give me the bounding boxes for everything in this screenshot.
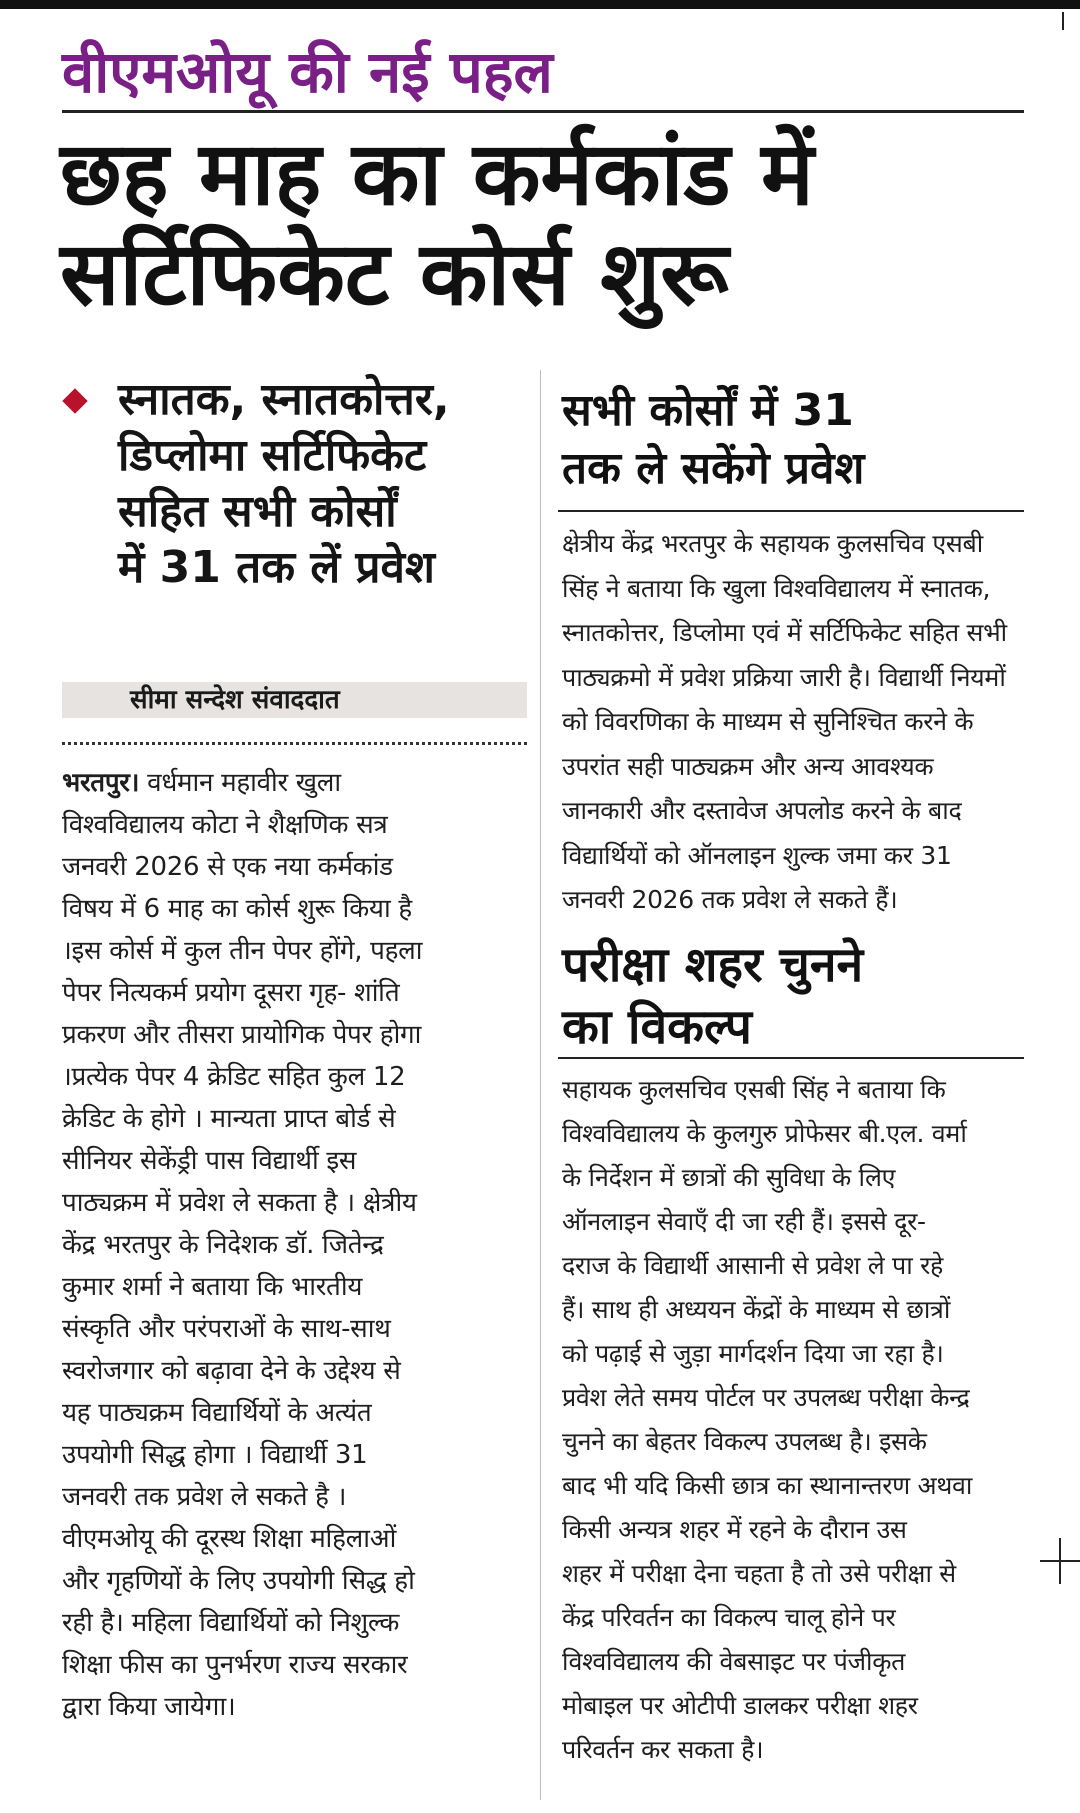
byline: सीमा सन्देश संवाददात (130, 685, 340, 715)
article-line: क्रेडिट के होगे । मान्यता प्राप्त बोर्ड से (62, 1104, 396, 1134)
subdeck-line: डिप्लोमा सर्टिफिकेट (118, 430, 427, 481)
article-line: पेपर नित्यकर्म प्रयोग दूसरा गृह- शांति (62, 978, 400, 1008)
article-line: के निर्देशन में छात्रों की सुविधा के लिए (562, 1163, 896, 1192)
article-line: को विवरणिका के माध्यम से सुनिश्चित करने के (562, 707, 974, 736)
article-line: विश्वविद्यालय की वेबसाइट पर पंजीकृत (562, 1647, 906, 1676)
top-border (0, 0, 1080, 9)
article-line: और गृहणियों के लिए उपयोगी सिद्ध हो (62, 1566, 415, 1596)
article-line: किसी अन्यत्र शहर में रहने के दौरान उस (562, 1515, 907, 1544)
article-line: संस्कृति और परंपराओं के साथ-साथ (62, 1314, 391, 1344)
exam-city-section-body (562, 1068, 1032, 1772)
section-heading-exam-city (562, 934, 1032, 1058)
article-line: क्षेत्रीय केंद्र भरतपुर के सहायक कुलसचिव एसबी (562, 529, 983, 558)
article-line: स्नातकोत्तर, डिप्लोमा एवं में सर्टिफिकेट सहित सभी (562, 618, 1007, 647)
crop-mark-top (1062, 12, 1064, 30)
subdeck-line: सहित सभी कोर्सों (118, 486, 397, 537)
article-line: रही है। महिला विद्यार्थियों को निशुल्क (62, 1608, 400, 1638)
headline-line-2: सर्टिफिकेट कोर्स शुरू (60, 222, 729, 325)
article-line: जानकारी और दस्तावेज अपलोड करने के बाद (562, 796, 962, 825)
article-line: पाठ्यक्रमो में प्रवेश प्रक्रिया जारी है। विद्यार्थी नियमों (562, 662, 1006, 692)
kicker-rule (62, 110, 1024, 113)
article-line: कुमार शर्मा ने बताया कि भारतीय (62, 1272, 363, 1302)
article-line: सहायक कुलसचिव एसबी सिंह ने बताया कि (562, 1075, 946, 1104)
article-line: सिंह ने बताया कि खुला विश्वविद्यालय में स्नातक, (562, 573, 991, 603)
admission-section-body (562, 522, 1032, 923)
kicker-title: वीएमओयू की नई पहल (62, 38, 553, 106)
article-line: यह पाठ्यक्रम विद्यार्थियों के अत्यंत (62, 1398, 372, 1428)
article-line: ।इस कोर्स में कुल तीन पेपर होंगे, पहला (62, 936, 423, 966)
article-line: शिक्षा फीस का पुनर्भरण राज्य सरकार (62, 1650, 408, 1680)
headline (60, 124, 1040, 324)
subdeck (118, 372, 538, 596)
diamond-bullet-icon (62, 388, 87, 413)
article-line: वीएमओयू की दूरस्थ शिक्षा महिलाओं (62, 1524, 397, 1554)
article-line: मोबाइल पर ओटीपी डालकर परीक्षा शहर (562, 1691, 918, 1720)
column-divider (540, 370, 541, 1800)
article-line: स्वरोजगार को बढ़ावा देने के उद्देश्य से (62, 1356, 401, 1386)
article-line: विश्वविद्यालय के कुलगुरु प्रोफेसर बी.एल. वर्मा (562, 1119, 967, 1148)
article-line: शहर में परीक्षा देना चहता है तो उसे परीक्षा से (562, 1559, 956, 1588)
article-line: विद्यार्थियों को ऑनलाइन शुल्क जमा कर 31 (562, 840, 952, 870)
article-line: उपयोगी सिद्ध होगा । विद्यार्थी 31 (62, 1440, 368, 1470)
article-line: विश्वविद्यालय कोटा ने शैक्षणिक सत्र (62, 810, 388, 840)
article-line: सीनियर सेकेंड्री पास विद्यार्थी इस (62, 1146, 357, 1176)
article-line: को पढ़ाई से जुड़ा मार्गदर्शन दिया जा रहा है। (562, 1339, 944, 1368)
article-line: दराज के विद्यार्थी आसानी से प्रवेश ले पा रहे (562, 1251, 943, 1280)
article-line-rest: वर्धमान महावीर खुला (139, 768, 341, 798)
section-heading-line: का विकल्प (562, 999, 752, 1055)
article-line: केंद्र भरतपुर के निदेशक डॉ. जितेन्द्र (62, 1230, 384, 1260)
section-heading-admission (562, 382, 1032, 498)
dotted-divider (62, 742, 527, 745)
article-line: जनवरी 2026 तक प्रवेश ले सकते हैं। (562, 885, 898, 914)
section-heading-line: सभी कोर्सों में 31 (562, 385, 854, 436)
left-article-body (62, 762, 532, 1728)
article-line: हैं। साथ ही अध्ययन केंद्रों के माध्यम से छात्रों (562, 1295, 951, 1324)
article-line: प्रकरण और तीसरा प्रायोगिक पेपर होगा (62, 1020, 422, 1050)
section-rule (558, 510, 1024, 512)
section-heading-line: तक ले सकेंगे प्रवेश (562, 443, 865, 494)
article-line: केंद्र परिवर्तन का विकल्प चालू होने पर (562, 1603, 896, 1632)
article-line (62, 762, 532, 804)
crop-mark-cross-vertical (1059, 1538, 1061, 1584)
article-line: प्रवेश लेते समय पोर्टल पर उपलब्ध परीक्षा केन्द्र (562, 1383, 970, 1412)
article-line: विषय में 6 माह का कोर्स शुरू किया है (62, 894, 412, 924)
section-heading-line: परीक्षा शहर चुनने (562, 937, 864, 993)
section-rule (558, 1057, 1024, 1059)
article-line: जनवरी तक प्रवेश ले सकते है । (62, 1482, 347, 1512)
article-line: द्वारा किया जायेगा। (62, 1692, 236, 1722)
article-line: ।प्रत्येक पेपर 4 क्रेडिट सहित कुल 12 (62, 1062, 406, 1092)
article-line: चुनने का बेहतर विकल्प उपलब्ध है। इसके (562, 1427, 927, 1456)
subdeck-line: स्नातक, स्नातकोत्तर, (118, 374, 450, 425)
dateline: भरतपुर। (62, 768, 140, 798)
article-line: उपरांत सही पाठ्यक्रम और अन्य आवश्यक (562, 751, 934, 781)
article-line: बाद भी यदि किसी छात्र का स्थानान्तरण अथवा (562, 1471, 973, 1500)
article-line: जनवरी 2026 से एक नया कर्मकांड (62, 852, 393, 882)
subdeck-line: में 31 तक लें प्रवेश (118, 542, 435, 593)
article-line: परिवर्तन कर सकता है। (562, 1735, 764, 1764)
article-line: ऑनलाइन सेवाएँ दी जा रही हैं। इससे दूर- (562, 1207, 926, 1236)
article-line: पाठ्यक्रम में प्रवेश ले सकता है । क्षेत्रीय (62, 1188, 417, 1218)
headline-line-1: छह माह का कर्मकांड में (60, 122, 814, 225)
